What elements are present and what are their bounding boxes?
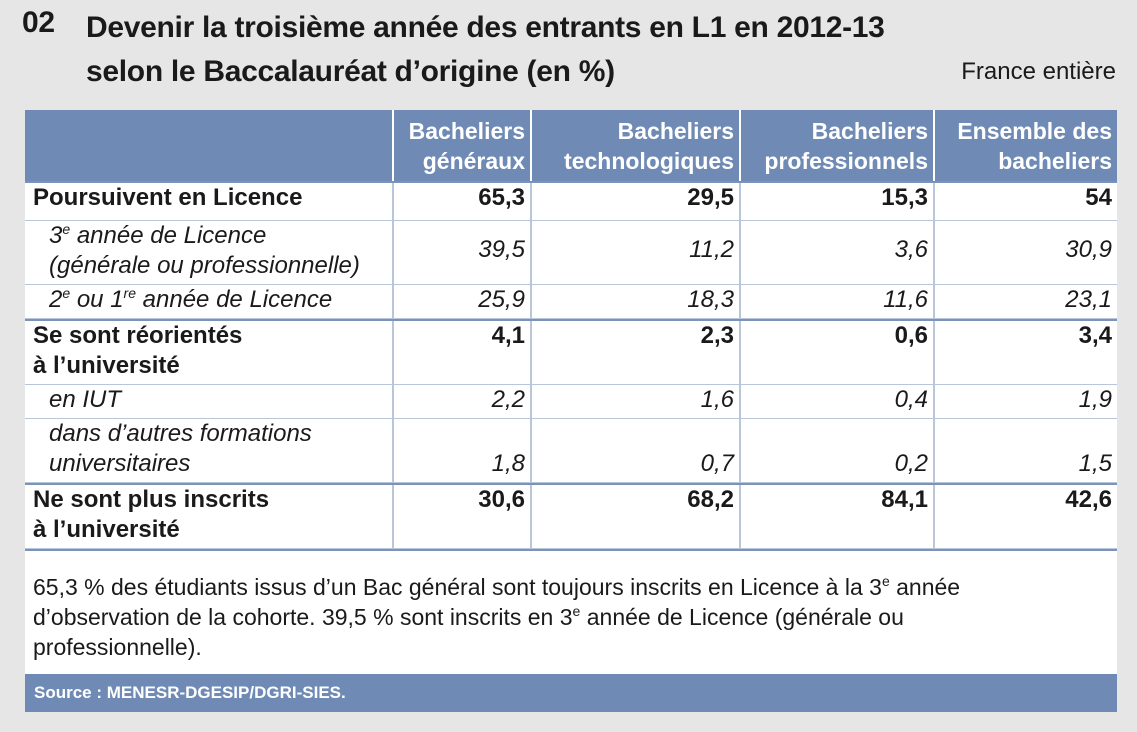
table-cell: 54 <box>933 183 1117 221</box>
column-header-line: technologiques <box>564 148 734 174</box>
column-header-professionnels <box>739 110 933 181</box>
row-label-line: (générale ou professionnelle) <box>49 252 360 279</box>
column-header-technologiques <box>530 110 739 181</box>
table-cell: 25,9 <box>392 285 530 319</box>
row-separator <box>25 549 1117 551</box>
table-cell: 68,2 <box>530 485 739 549</box>
table-cell: 11,6 <box>739 285 933 319</box>
table-cell: 23,1 <box>933 285 1117 319</box>
table-cell: 0,6 <box>739 321 933 385</box>
title-line-2: selon le Baccalauréat d’origine (en %) <box>86 55 615 88</box>
title-line-1: Devenir la troisième année des entrants en L1 en 2012-13 <box>86 11 885 44</box>
row-label-line: à l’université <box>33 516 180 543</box>
source-bar: Source : MENESR-DGESIP/DGRI-SIES. <box>25 674 1117 712</box>
row-label <box>25 321 392 385</box>
table-cell: 29,5 <box>530 183 739 221</box>
column-header-ensemble <box>933 110 1117 181</box>
table-cell: 2,2 <box>392 385 530 419</box>
page-title <box>86 6 946 94</box>
column-header-line: bacheliers <box>998 148 1112 174</box>
row-label <box>25 183 392 221</box>
table-cell: 3,6 <box>739 221 933 285</box>
note-line-2: d’observation de la cohorte. 39,5 % sont inscrits en 3e année de Licence (générale ou <box>33 603 904 630</box>
scope-label: France entière <box>961 58 1116 85</box>
table-panel <box>25 110 1117 712</box>
row-label-line: Ne sont plus inscrits <box>33 486 270 513</box>
column-header-line: professionnels <box>764 148 928 174</box>
table-cell: 1,6 <box>530 385 739 419</box>
table-cell: 11,2 <box>530 221 739 285</box>
figure-number: 02 <box>22 6 55 39</box>
table-cell: 0,7 <box>530 419 739 483</box>
row-label <box>25 385 392 419</box>
table-cell: 3,4 <box>933 321 1117 385</box>
row-label <box>25 221 392 285</box>
column-header-generaux <box>392 110 530 181</box>
column-header-line: Bacheliers <box>811 118 928 144</box>
table-cell: 4,1 <box>392 321 530 385</box>
row-label <box>25 285 392 319</box>
table-cell: 15,3 <box>739 183 933 221</box>
column-header-line: généraux <box>422 148 525 174</box>
column-header-line: Bacheliers <box>617 118 734 144</box>
note-line-1: 65,3 % des étudiants issus d’un Bac général sont toujours inscrits en Licence à la 3e année <box>33 573 961 600</box>
table-cell: 1,5 <box>933 419 1117 483</box>
row-label-line: dans d’autres formations <box>49 420 312 447</box>
row-label-line: 2e ou 1re année de Licence <box>49 285 333 313</box>
row-label-line: Se sont réorientés <box>33 322 243 349</box>
table-cell: 84,1 <box>739 485 933 549</box>
row-label <box>25 485 392 549</box>
explanatory-note <box>33 572 1103 662</box>
column-header-line: Ensemble des <box>957 118 1112 144</box>
table-cell: 0,2 <box>739 419 933 483</box>
table-cell: 1,9 <box>933 385 1117 419</box>
row-label-line: 3e année de Licence <box>49 221 267 249</box>
table-cell: 30,6 <box>392 485 530 549</box>
row-label <box>25 419 392 483</box>
table-cell: 42,6 <box>933 485 1117 549</box>
table-cell: 2,3 <box>530 321 739 385</box>
table-cell: 0,4 <box>739 385 933 419</box>
table-cell: 18,3 <box>530 285 739 319</box>
column-header-line: Bacheliers <box>408 118 525 144</box>
table-cell: 30,9 <box>933 221 1117 285</box>
table-cell: 65,3 <box>392 183 530 221</box>
note-line-3: professionnelle). <box>33 634 202 660</box>
row-label-line: à l’université <box>33 352 180 379</box>
data-table <box>25 110 1117 551</box>
table-cell: 1,8 <box>392 419 530 483</box>
header-corner <box>25 110 392 181</box>
row-label-line: Poursuivent en Licence <box>33 184 303 211</box>
table-cell: 39,5 <box>392 221 530 285</box>
row-label-line: universitaires <box>49 450 191 477</box>
row-label-line: en IUT <box>49 386 122 413</box>
